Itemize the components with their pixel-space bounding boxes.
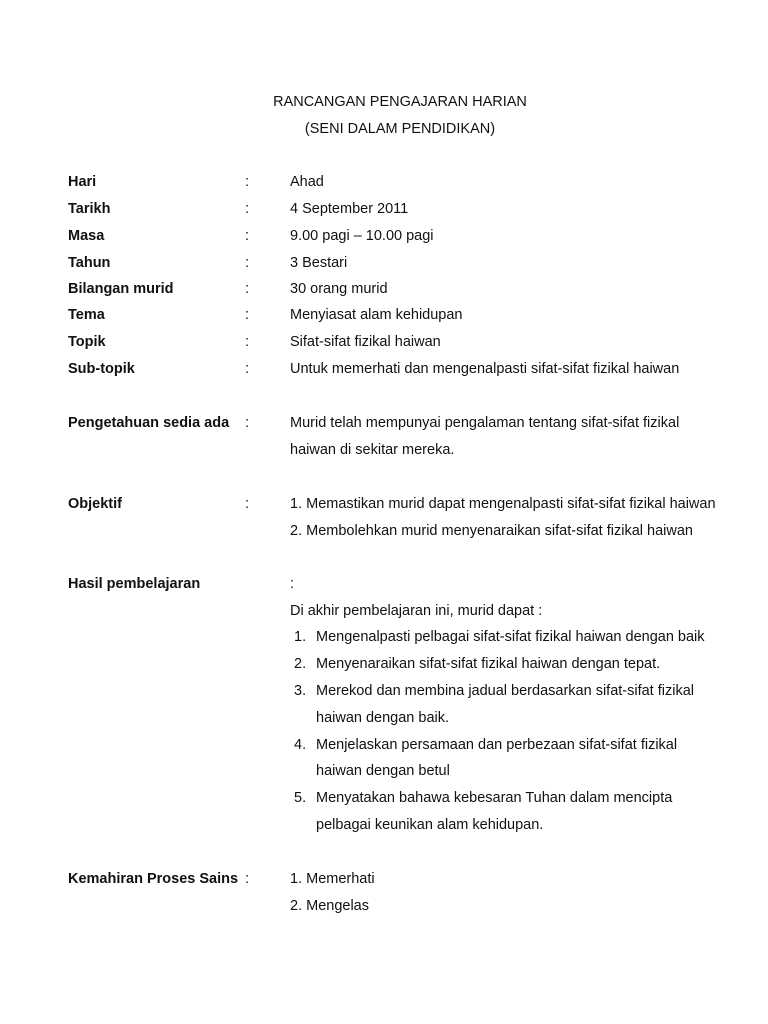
colon: :: [245, 281, 250, 297]
info-label-tarikh: Tarikh: [68, 201, 111, 217]
colon: :: [245, 361, 250, 377]
hasil-item-text: haiwan dengan baik.: [316, 710, 450, 726]
hasil-item-number: 3.: [294, 683, 307, 699]
info-value-sub-topik: Untuk memerhati dan mengenalpasti sifat-sifat fizikal haiwan: [290, 361, 680, 377]
info-value-tahun: 3 Bestari: [290, 255, 348, 271]
hasil-item-text: Menyatakan bahawa kebesaran Tuhan dalam mencipta: [316, 790, 673, 806]
info-value-masa: 9.00 pagi – 10.00 pagi: [290, 228, 434, 244]
colon: :: [245, 307, 250, 323]
colon: :: [290, 576, 295, 592]
kemahiran-item: 2. Mengelas: [290, 898, 369, 914]
document-title: RANCANGAN PENGAJARAN HARIAN: [273, 94, 527, 110]
pengetahuan-line: Murid telah mempunyai pengalaman tentang sifat-sifat fizikal: [290, 415, 680, 431]
info-value-hari: Ahad: [290, 174, 324, 190]
info-label-bilangan-murid: Bilangan murid: [68, 281, 174, 297]
hasil-label: Hasil pembelajaran: [68, 576, 201, 592]
hasil-item-number: 5.: [294, 790, 307, 806]
hasil-item-text: haiwan dengan betul: [316, 763, 450, 779]
colon: :: [245, 415, 250, 431]
pengetahuan-label: Pengetahuan sedia ada: [68, 415, 230, 431]
colon: :: [245, 496, 250, 512]
info-value-bilangan-murid: 30 orang murid: [290, 281, 388, 297]
hasil-item-text: Menjelaskan persamaan dan perbezaan sifat-sifat fizikal: [316, 737, 678, 753]
info-label-masa: Masa: [68, 228, 105, 244]
hasil-item-text: Merekod dan membina jadual berdasarkan sifat-sifat fizikal: [316, 683, 694, 699]
objektif-item: 2. Membolehkan murid menyenaraikan sifat-sifat fizikal haiwan: [290, 523, 693, 539]
colon: :: [245, 174, 250, 190]
kemahiran-item: 1. Memerhati: [290, 871, 375, 887]
info-label-hari: Hari: [68, 174, 97, 190]
colon: :: [245, 255, 250, 271]
info-label-sub-topik: Sub-topik: [68, 361, 135, 377]
kemahiran-label: Kemahiran Proses Sains: [68, 871, 239, 887]
hasil-intro: Di akhir pembelajaran ini, murid dapat :: [290, 603, 543, 619]
hasil-item-number: 1.: [294, 629, 307, 645]
hasil-item-text: Menyenaraikan sifat-sifat fizikal haiwan dengan tepat.: [316, 656, 661, 672]
objektif-item: 1. Memastikan murid dapat mengenalpasti sifat-sifat fizikal haiwan: [290, 496, 716, 512]
info-label-topik: Topik: [68, 334, 106, 350]
info-value-tema: Menyiasat alam kehidupan: [290, 307, 463, 323]
hasil-item-text: pelbagai keunikan alam kehidupan.: [316, 817, 544, 833]
hasil-item-number: 4.: [294, 737, 307, 753]
pengetahuan-line: haiwan di sekitar mereka.: [290, 442, 455, 458]
colon: :: [245, 334, 250, 350]
colon: :: [245, 228, 250, 244]
info-value-topik: Sifat-sifat fizikal haiwan: [290, 334, 441, 350]
document-subtitle: (SENI DALAM PENDIDIKAN): [304, 121, 496, 137]
colon: :: [245, 871, 250, 887]
info-label-tema: Tema: [68, 307, 105, 323]
colon: :: [245, 201, 250, 217]
hasil-item-number: 2.: [294, 656, 307, 672]
info-value-tarikh: 4 September 2011: [290, 201, 409, 217]
objektif-label: Objektif: [68, 496, 122, 512]
hasil-item-text: Mengenalpasti pelbagai sifat-sifat fizikal haiwan dengan baik: [316, 629, 705, 645]
info-label-tahun: Tahun: [68, 255, 111, 271]
